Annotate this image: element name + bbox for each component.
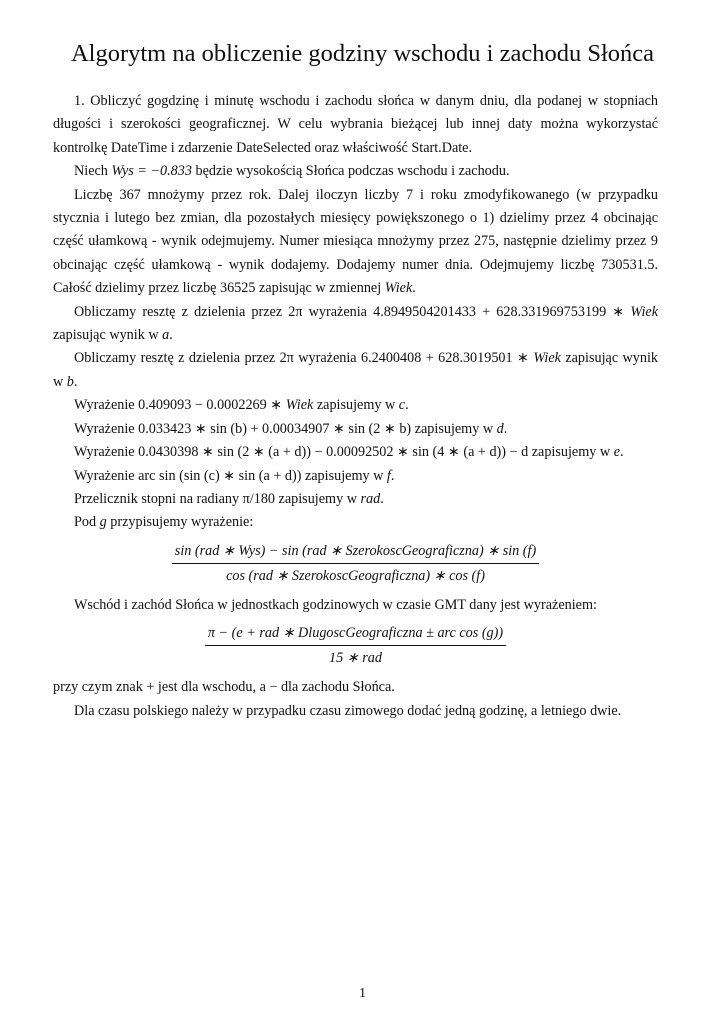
text: . [390,467,395,484]
text: . [503,420,508,437]
paragraph-a [53,301,658,348]
math-var-rad: rad [360,490,381,507]
math-wiek: Wiek [533,350,561,367]
paragraph-rad [53,488,658,511]
paragraph-g [53,511,658,534]
text: . [380,490,384,507]
math-var-b: b [66,373,74,390]
math-var-a: a [162,327,170,344]
paragraph-step-1: 1. Obliczyć gogdzinę i minutę wschodu i zachodu słońca w danym dniu, dla podanej w stopniach długości i szerokości geograficznej. W celu wybrania bieżącej lub innej daty można wykorzystać kontrolkę DateTime i zdarzenie DateSelected oraz właściwość Start.Date. [53,93,658,156]
text: zapisując wynik w [53,350,659,390]
math-wiek: Wiek [285,397,314,414]
formula-g-numerator: sin (rad ∗ Wys) − sin (rad ∗ SzerokoscGeograficzna) ∗ sin (f) [172,541,539,564]
text: Pod [74,514,100,531]
paragraph-f [53,465,658,488]
math-wiek: Wiek [384,280,413,297]
text: . [169,327,173,344]
paragraph-d [53,418,658,441]
formula-time-numerator: π − (e + rad ∗ DlugoscGeograficzna ± arc cos (g)) [205,623,506,646]
text: Przelicznik stopni na radiany π/180 zapisujemy w [74,490,361,507]
text: . [405,397,409,414]
math-wys: Wys = −0.833 [111,163,192,180]
text: Liczbę 367 mnożymy przez rok. Dalej iloczyn liczby 7 i roku zmodyfikowanego (w przypadku stycznia i lutego bez zmian, dla pozostałych miesięcy powiększonego o 1) dzielimy przez 4 obcinając część ułamkową - wynik odejmujemy. Numer miesiąca mnożymy przez 275, następnie dzielimy przez 9 obcinając część ułamkową - wynik dodajemy. Dodajemy numer dnia. Odejmujemy liczbę 730531.5. Całość dzielimy przez liczbę 36525 zapisując w zmiennej [53,186,658,297]
formula-g-denominator: cos (rad ∗ SzerokoscGeograficzna) ∗ cos (f) [226,567,485,584]
math-wiek: Wiek [630,303,658,320]
math-var-f: f [386,467,391,484]
math-var-g: g [99,514,107,531]
text: Wyrażenie 0.0430398 ∗ sin (2 ∗ (a + d)) − 0.00092502 ∗ sin (4 ∗ (a + d)) − d zapisujemy w [74,444,614,461]
page-number: 1 [359,986,366,1001]
paragraph-c [53,394,658,417]
formula-time-denominator: 15 ∗ rad [329,650,382,667]
text: Obliczamy resztę z dzielenia przez 2π wyrażenia 6.2400408 + 628.3019501 ∗ [74,350,534,367]
paragraph-wiek [53,184,658,301]
formula-g [53,541,658,586]
text: Wyrażenie arc sin (sin (c) ∗ sin (a + d)) zapisujemy w [74,467,387,484]
math-var-c: c [398,397,406,414]
text: Wyrażenie 0.033423 ∗ sin (b) + 0.00034907 ∗ sin (2 ∗ b) zapisujemy w [74,420,497,437]
paragraph-sign-note: przy czym znak + jest dla wschodu, a − dla zachodu Słońca. [53,679,395,696]
math-var-d: d [496,420,504,437]
page-title: Algorytm na obliczenie godziny wschodu i zachodu Słońca [70,40,655,67]
text: Niech [74,163,112,180]
formula-time [53,623,658,668]
text: . [620,444,624,461]
paragraph-gmt: Wschód i zachód Słońca w jednostkach godzinowych w czasie GMT dany jest wyrażeniem: [74,596,597,613]
text: . [73,373,78,390]
text: przypisujemy wyrażenie: [106,514,254,531]
paragraph-polish-time: Dla czasu polskiego należy w przypadku czasu zimowego dodać jedną godzinę, a letniego dwie. [74,702,622,719]
text: będzie wysokością Słońca podczas wschodu i zachodu. [191,163,510,180]
text: . [412,280,416,297]
paragraph-b [53,347,658,394]
document-body [53,90,658,723]
math-var-e: e [613,444,620,461]
text: zapisujemy w [313,397,399,414]
text: Obliczamy resztę z dzielenia przez 2π wyrażenia 4.8949504201433 + 628.331969753199 ∗ [74,303,631,320]
text: Wyrażenie 0.409093 − 0.0002269 ∗ [74,397,286,414]
text: zapisując wynik w [53,327,163,344]
paragraph-e [53,441,658,464]
paragraph-wys [53,160,658,183]
